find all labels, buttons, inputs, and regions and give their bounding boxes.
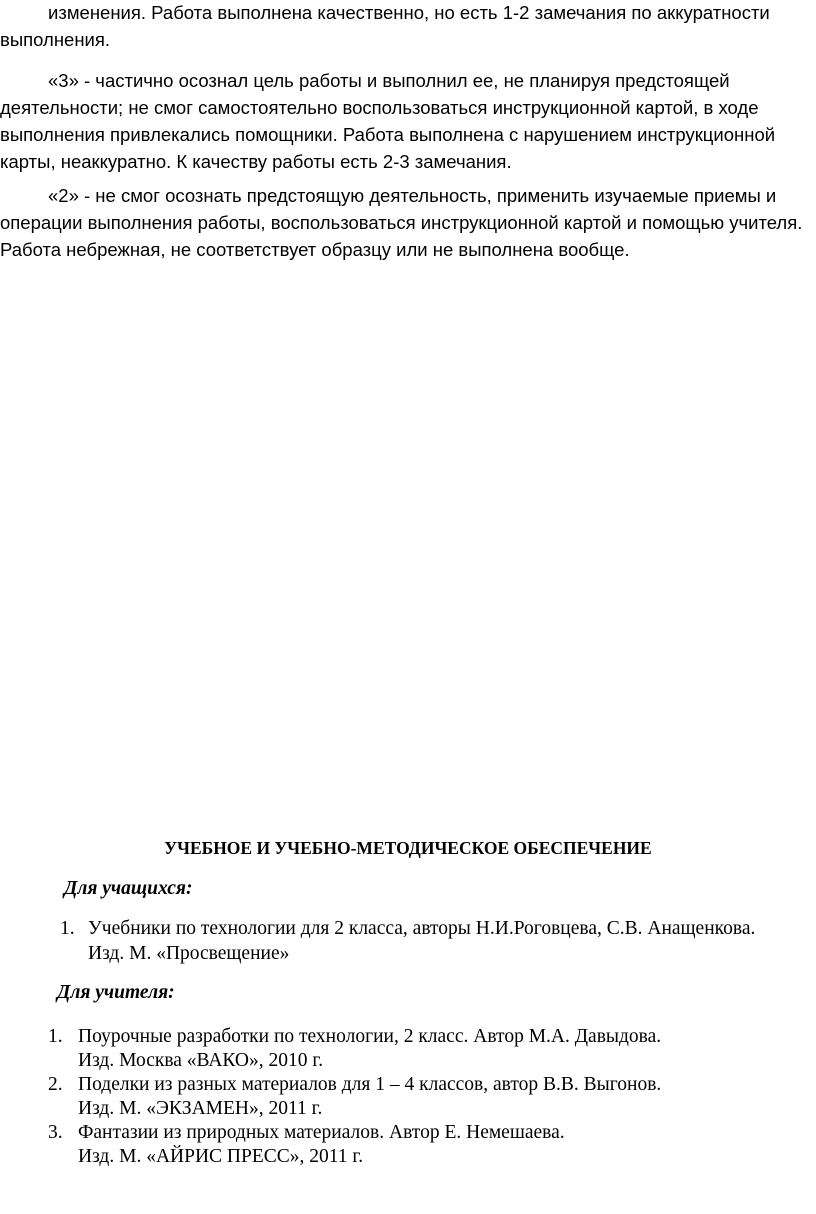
paragraph-line: изменения. Работа выполнена качественно, но есть 1-2 замечания по аккуратности <box>48 2 770 23</box>
list-item-number: 1. <box>48 1026 63 1047</box>
list-item <box>48 1024 808 1074</box>
list-item <box>48 1072 808 1122</box>
list-item-text: Изд. М. «Просвещение» <box>88 943 290 964</box>
list-item-text: Изд. М. «ЭКЗАМЕН», 2011 г. <box>78 1098 323 1119</box>
paragraph-grade-4-continued <box>0 0 814 53</box>
section-title: УЧЕБНОЕ И УЧЕБНО-МЕТОДИЧЕСКОЕ ОБЕСПЕЧЕНИЕ <box>164 838 652 858</box>
paragraph-grade-3: «3» - частично осознал цель работы и выполнил ее, не планируя предстоящей деятельности; не смог самостоятельно воспользоваться инструкционной картой, в ходе выполнения привлекались помощники. Работа выполнена с нарушением инструкционной карты, неаккуратно. К качеству работы есть 2-3 замечания. <box>0 70 776 172</box>
list-item-text: Учебники по технологии для 2 класса, авторы Н.И.Роговцева, С.В. Анащенкова. <box>88 918 756 939</box>
list-item <box>60 916 810 966</box>
teacher-heading: Для учителя: <box>57 982 175 1003</box>
list-item-text: Изд. Москва «ВАКО», 2010 г. <box>78 1050 324 1071</box>
list-item <box>48 1120 808 1170</box>
list-item-number: 2. <box>48 1074 63 1095</box>
list-item-number: 1. <box>60 918 75 939</box>
list-item-text: Изд. М. «АЙРИС ПРЕСС», 2011 г. <box>78 1146 364 1167</box>
list-item-text: Поурочные разработки по технологии, 2 класс. Автор М.А. Давыдова. <box>78 1026 662 1047</box>
list-item-text: Фантазии из природных материалов. Автор Е. Немешаева. <box>78 1122 565 1143</box>
students-heading: Для учащихся: <box>64 878 193 899</box>
paragraph-grade-2: «2» - не смог осознать предстоящую деятельность, применить изучаемые приемы и операции выполнения работы, воспользоваться инструкционной картой и помощью учителя. Работа небрежная, не соответствует образцу или не выполнена вообще. <box>0 185 803 260</box>
list-item-number: 3. <box>48 1122 63 1143</box>
paragraph-line: выполнения. <box>0 29 111 50</box>
list-item-text: Поделки из разных материалов для 1 – 4 классов, автор В.В. Выгонов. <box>78 1074 662 1095</box>
